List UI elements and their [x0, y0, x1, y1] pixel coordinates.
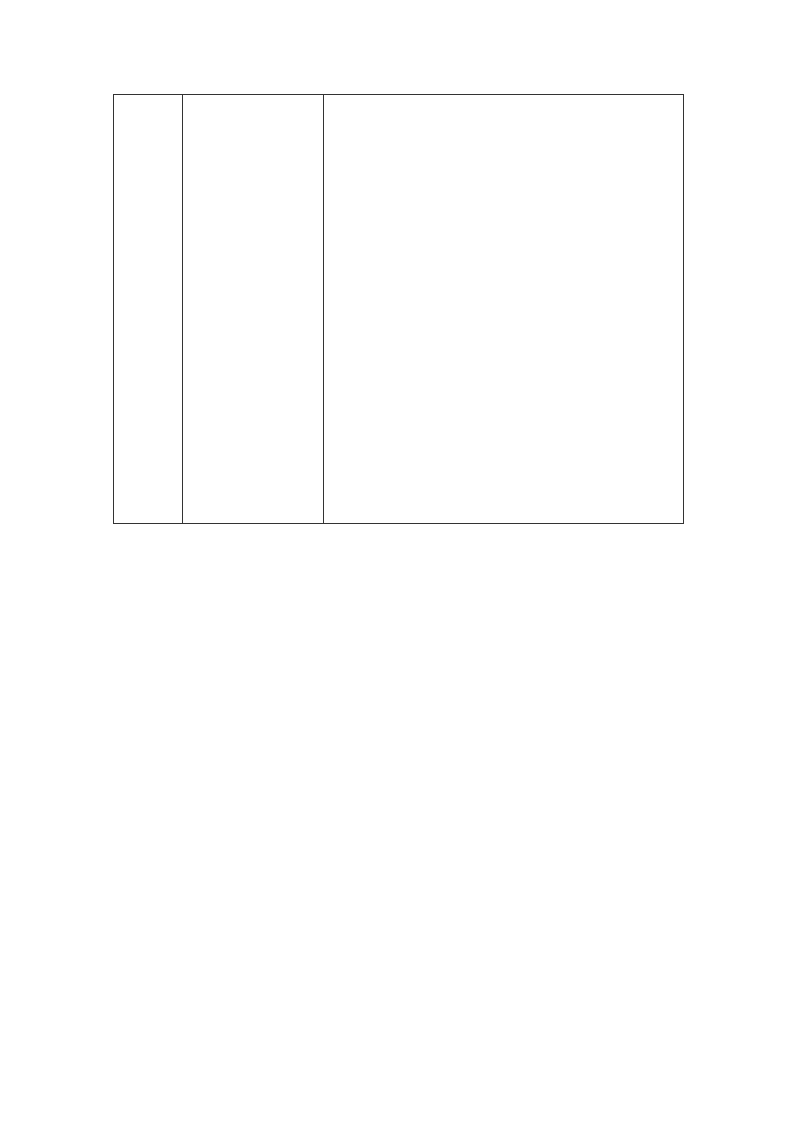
table-column-divider: [182, 95, 183, 523]
table-column-divider: [323, 95, 324, 523]
content-table: [113, 94, 684, 524]
